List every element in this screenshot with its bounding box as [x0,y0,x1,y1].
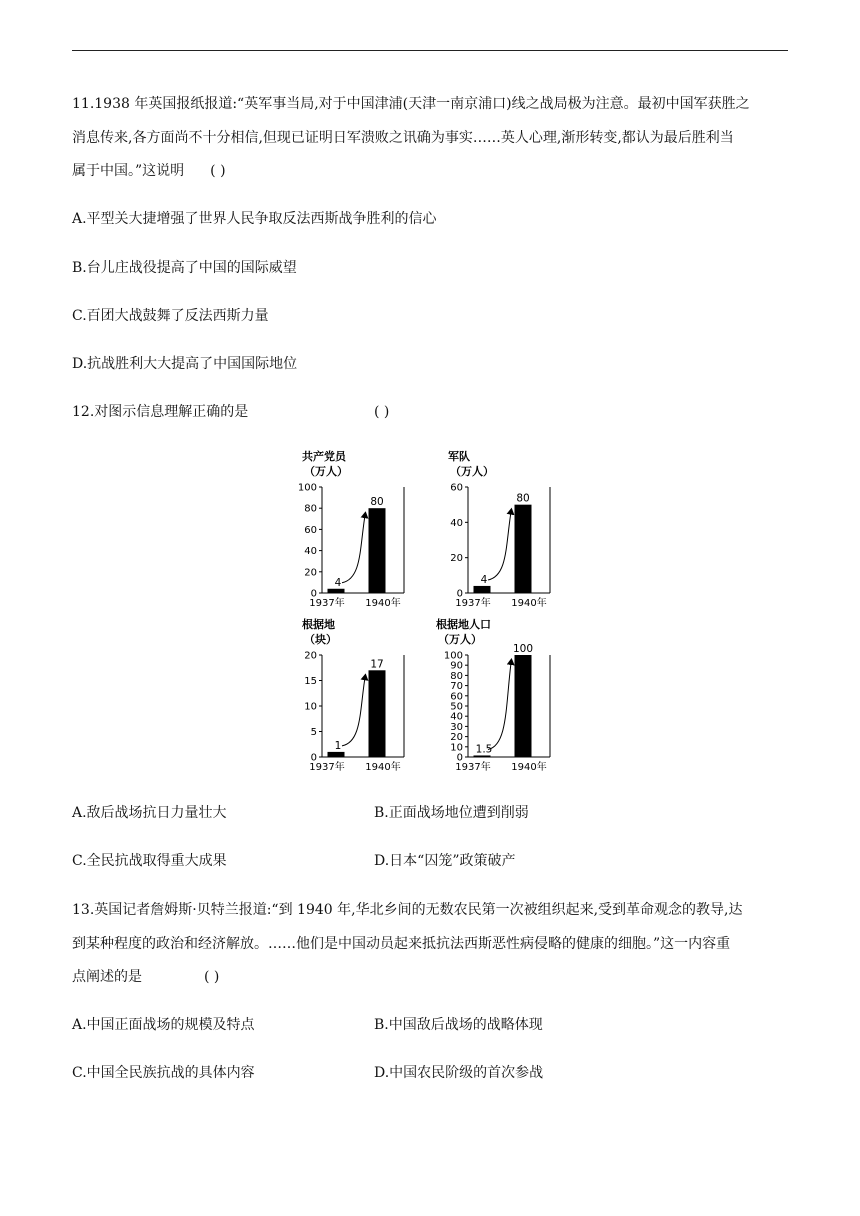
chart2-x-label-1: 1937年 [455,598,491,609]
chart1-ytick-label: 60 [304,524,317,536]
chart3-ytick-label: 10 [304,701,317,713]
chart3-ytick-label: 20 [304,650,317,662]
chart4-data-label-2: 100 [512,643,534,655]
q11-option-c[interactable]: C.百团大战鼓舞了反法西斯力量 [72,308,269,324]
chart2-ytick-label: 20 [450,553,463,565]
chart3-ytick-label: 5 [310,727,317,738]
chart1-bar-1 [328,589,345,593]
q11-stem-line-2: 消息传来,各方面尚不十分相信,但现已证明日军溃败之讯确为事实……英人心理,渐形转变,都认为最后胜利当 [72,130,734,146]
chart1-data-label-1: 4 [334,576,342,589]
chart1-x-label-2: 1940年 [365,598,401,609]
q12-option-d[interactable]: D.日本“囚笼”政策破产 [374,853,516,869]
chart3-data-label-1: 1 [334,739,342,752]
chart2-ytick-label: 60 [450,482,463,494]
header-rule [72,50,788,51]
chart4-ytick-label: 90 [450,660,463,672]
chart3-trend-arrow [342,674,366,746]
chart4-ytick-label: 10 [450,742,463,754]
chart4-ytick-label: 20 [450,732,463,744]
chart2-data-label-1: 4 [480,573,488,586]
chart3-unit: （块） [304,633,337,646]
q13-stem-line-3 [72,967,219,987]
chart4-ytick-label: 100 [443,650,463,662]
chart3-ytick-label: 15 [304,676,317,687]
chart4-data-label-1: 1.5 [475,743,493,756]
q13-option-b[interactable]: B.中国敌后战场的战略体现 [374,1017,543,1033]
chart4-bar-1 [474,755,491,757]
q13-stem-line-2: 到某种程度的政治和经济解放。……他们是中国动员起来抵抗法西斯恶性病侵略的健康的细胞。”这一内容重 [72,936,731,952]
chart1-title: 共产党员 [302,450,346,463]
chart4-ytick-label: 0 [456,752,463,764]
q11-option-d[interactable]: D.抗战胜利大大提高了中国国际地位 [72,356,298,372]
q13-answer-blank: ( ) [204,969,220,985]
q13-stem-text: 点阐述的是 [72,969,142,985]
chart1-ytick-label: 40 [304,546,317,558]
chart4-x-label-1: 1937年 [455,762,491,773]
q12-stem: 12.对图示信息理解正确的是 [72,404,249,420]
chart2-trend-arrow [488,509,512,580]
q12-answer-blank: ( ) [374,404,390,420]
chart1-ytick-label: 0 [310,588,317,600]
q12-option-c[interactable]: C.全民抗战取得重大成果 [72,853,227,869]
chart4-ytick-label: 80 [450,670,463,682]
chart2-x-label-2: 1940年 [511,598,547,609]
chart3-title: 根据地 [302,618,335,631]
chart3-data-label-2: 17 [370,658,384,671]
q12-charts [290,446,580,782]
chart3-bar-2 [369,670,386,757]
chart4-unit: （万人） [438,633,482,646]
chart2-bar-2 [515,505,532,593]
chart4-bar-2 [515,655,532,757]
chart4-title: 根据地人口 [436,618,491,631]
q11-option-a[interactable]: A.平型关大捷增强了世界人民争取反法西斯战争胜利的信心 [72,211,437,227]
chart4-ytick-label: 40 [450,711,463,723]
chart1-unit: （万人） [304,465,348,478]
chart1-x-label-1: 1937年 [309,598,345,609]
chart3-x-label-2: 1940年 [365,762,401,773]
q11-stem-line-1: 11.1938 年英国报纸报道:“英军事当局,对于中国津浦(天津一南京浦口)线之战局极为注意。最初中国军获胜之 [72,96,750,112]
chart1-ytick-label: 20 [304,567,317,579]
q13-option-a[interactable]: A.中国正面战场的规模及特点 [72,1017,255,1033]
q12-option-a[interactable]: A.敌后战场抗日力量壮大 [72,805,227,821]
chart3-ytick-label: 0 [310,752,317,764]
chart3-bar-1 [328,752,345,757]
chart1-trend-arrow [342,512,366,583]
chart4-ytick-label: 30 [450,721,463,733]
q11-stem-text: 属于中国。”这说明 [72,163,185,179]
q11-answer-blank: ( ) [210,163,226,179]
chart2-bar-1 [474,586,491,593]
chart1-bar-2 [369,508,386,593]
chart2-ytick-label: 40 [450,517,463,529]
q13-option-d[interactable]: D.中国农民阶级的首次参战 [374,1065,544,1081]
q11-option-b[interactable]: B.台儿庄战役提高了中国的国际威望 [72,260,297,276]
q12-option-b[interactable]: B.正面战场地位遭到削弱 [374,805,529,821]
chart2-data-label-2: 80 [516,492,530,505]
chart4-trend-arrow [488,659,512,749]
chart1-ytick-label: 100 [297,482,317,494]
chart2-unit: （万人） [450,465,494,478]
chart1-ytick-label: 80 [304,503,317,515]
q13-stem-line-1: 13.英国记者詹姆斯·贝特兰报道:“到 1940 年,华北乡间的无数农民第一次被组织起来,受到革命观念的教导,达 [72,902,743,918]
q12-figure [290,446,580,782]
chart4-ytick-label: 70 [450,681,463,693]
chart2-ytick-label: 0 [456,588,463,600]
q13-option-c[interactable]: C.中国全民族抗战的具体内容 [72,1065,255,1081]
chart4-x-label-2: 1940年 [511,762,547,773]
chart2-title: 军队 [448,450,470,463]
chart4-ytick-label: 50 [450,701,463,713]
chart3-x-label-1: 1937年 [309,762,345,773]
chart4-ytick-label: 60 [450,691,463,703]
chart1-data-label-2: 80 [370,496,384,509]
q11-stem-line-3 [72,161,226,181]
